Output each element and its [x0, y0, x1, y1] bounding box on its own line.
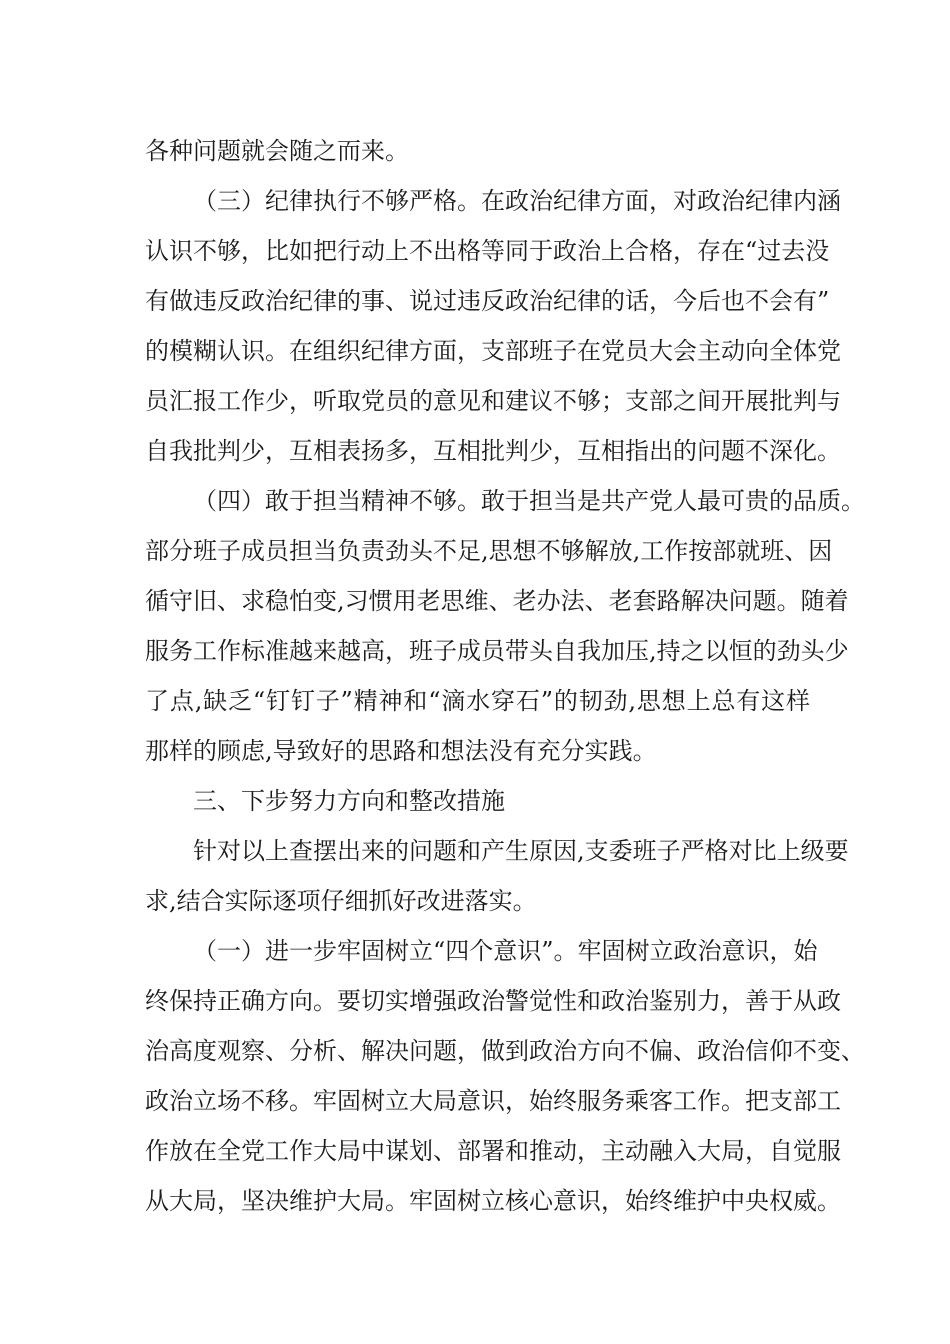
- text-line: 终保持正确方向。要切实增强政治警觉性和政治鉴别力，善于从政: [145, 987, 841, 1015]
- text-line: 员汇报工作少，听取党员的意见和建议不够；支部之间开展批判与: [145, 387, 841, 415]
- text-line: 政治立场不移。牢固树立大局意识，始终服务乘客工作。把支部工: [145, 1087, 841, 1115]
- document-body: [145, 126, 865, 1226]
- text-line: 三、下步努力方向和整改措施: [193, 787, 505, 815]
- text-line: 各种问题就会随之而来。: [145, 137, 409, 165]
- text-line: 的模糊认识。在组织纪律方面，支部班子在党员大会主动向全体党: [145, 337, 841, 365]
- text-line: （一）进一步牢固树立“四个意识”。牢固树立政治意识，始: [193, 937, 818, 965]
- text-line: （三）纪律执行不够严格。在政治纪律方面，对政治纪律内涵: [193, 187, 841, 215]
- text-line: 那样的顾虑,导致好的思路和想法没有充分实践。: [145, 737, 657, 765]
- text-line: 求,结合实际逐项仔细抓好改进落实。: [145, 887, 537, 915]
- text-line: 认识不够，比如把行动上不出格等同于政治上合格，存在“过去没: [145, 237, 830, 265]
- text-line: （四）敢于担当精神不够。敢于担当是共产党人最可贵的品质。: [193, 487, 865, 515]
- text-line: 循守旧、求稳怕变,习惯用老思维、老办法、老套路解决问题。随着: [145, 587, 849, 615]
- text-line: 治高度观察、分析、解决问题，做到政治方向不偏、政治信仰不变、: [145, 1037, 865, 1065]
- text-line: 自我批判少，互相表扬多，互相批判少，互相指出的问题不深化。: [145, 437, 841, 465]
- text-line: 部分班子成员担当负责劲头不足,思想不够解放,工作按部就班、因: [145, 537, 833, 565]
- text-line: 从大局，坚决维护大局。牢固树立核心意识，始终维护中央权威。: [145, 1187, 841, 1215]
- text-line: 有做违反政治纪律的事、说过违反政治纪律的话，今后也不会有”: [145, 287, 830, 315]
- text-line: 服务工作标准越来越高，班子成员带头自我加压,持之以恒的劲头少: [145, 637, 849, 665]
- text-line: 针对以上查摆出来的问题和产生原因,支委班子严格对比上级要: [193, 837, 849, 865]
- text-line: 作放在全党工作大局中谋划、部署和推动，主动融入大局，自觉服: [145, 1137, 841, 1165]
- text-line: 了点,缺乏“钉钉子”精神和“滴水穿石”的韧劲,思想上总有这样: [145, 687, 810, 715]
